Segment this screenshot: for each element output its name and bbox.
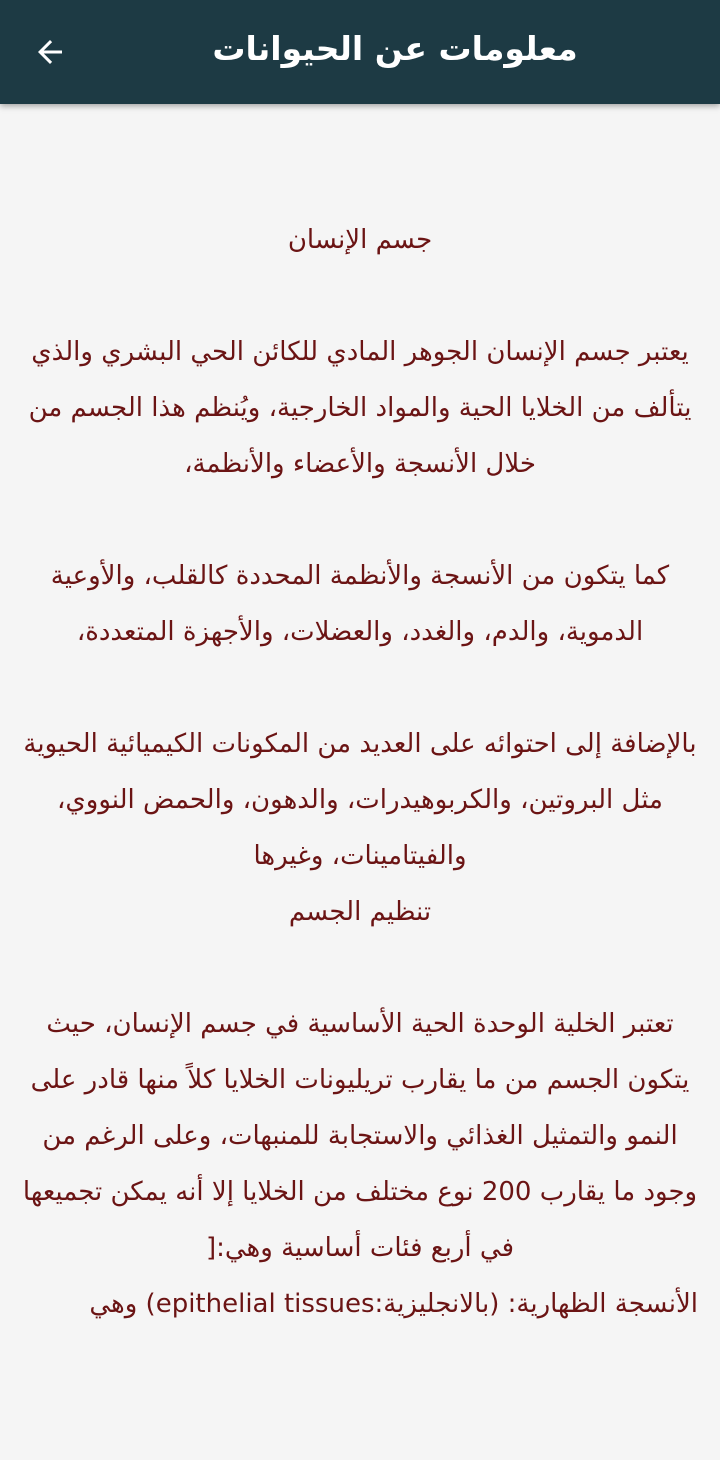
- section-heading-human-body: جسم الإنسان: [287, 225, 433, 255]
- article-paragraph-2: كما يتكون من الأنسجة والأنظمة المحددة كالقلب، والأوعية الدموية، والدم، والغدد، والعضلات، والأجهزة المتعددة،: [42, 561, 670, 647]
- paragraph-spacer: [22, 940, 698, 996]
- paragraph-spacer: [22, 492, 698, 548]
- paragraph-spacer: [22, 268, 698, 324]
- app-bar: [0, 0, 720, 104]
- arrow-left-icon: [32, 34, 68, 70]
- article-paragraph-3: بالإضافة إلى احتوائه على العديد من المكونات الكيميائية الحيوية مثل البروتين، والكربوهيدرات، والدهون، والحمض النووي، والفيتامينات، وغيرها: [15, 729, 697, 871]
- back-button[interactable]: [18, 20, 82, 84]
- section-heading-body-organization: تنظيم الجسم: [288, 897, 432, 927]
- page-title: معلومات عن الحيوانات: [212, 29, 578, 68]
- article-paragraph-4: تعتبر الخلية الوحدة الحية الأساسية في جسم الإنسان، حيث يتكون الجسم من ما يقارب تريليونات الخلايا كلاً منها قادر على النمو والتمثيل الغذائي والاستجابة للمنبهات، وعلى الرغم من وجود ما يقارب 200 نوع مختلف من الخلايا إلا أنه يمكن تجميعها في أربع فئات أساسية وهي:[: [14, 1009, 698, 1263]
- paragraph-spacer: [22, 660, 698, 716]
- article-paragraph-1: يعتبر جسم الإنسان الجوهر المادي للكائن الحي البشري والذي يتألف من الخلايا الحية والمواد الخارجية، ويُنظم هذا الجسم من خلال الأنسجة والأعضاء والأنظمة،: [20, 337, 692, 479]
- article-scroll-view[interactable]: [0, 104, 720, 1460]
- article-paragraph-5: الأنسجة الظهارية: (بالانجليزية:epithelial tissues) وهي: [89, 1289, 698, 1319]
- article-body: [0, 104, 720, 1332]
